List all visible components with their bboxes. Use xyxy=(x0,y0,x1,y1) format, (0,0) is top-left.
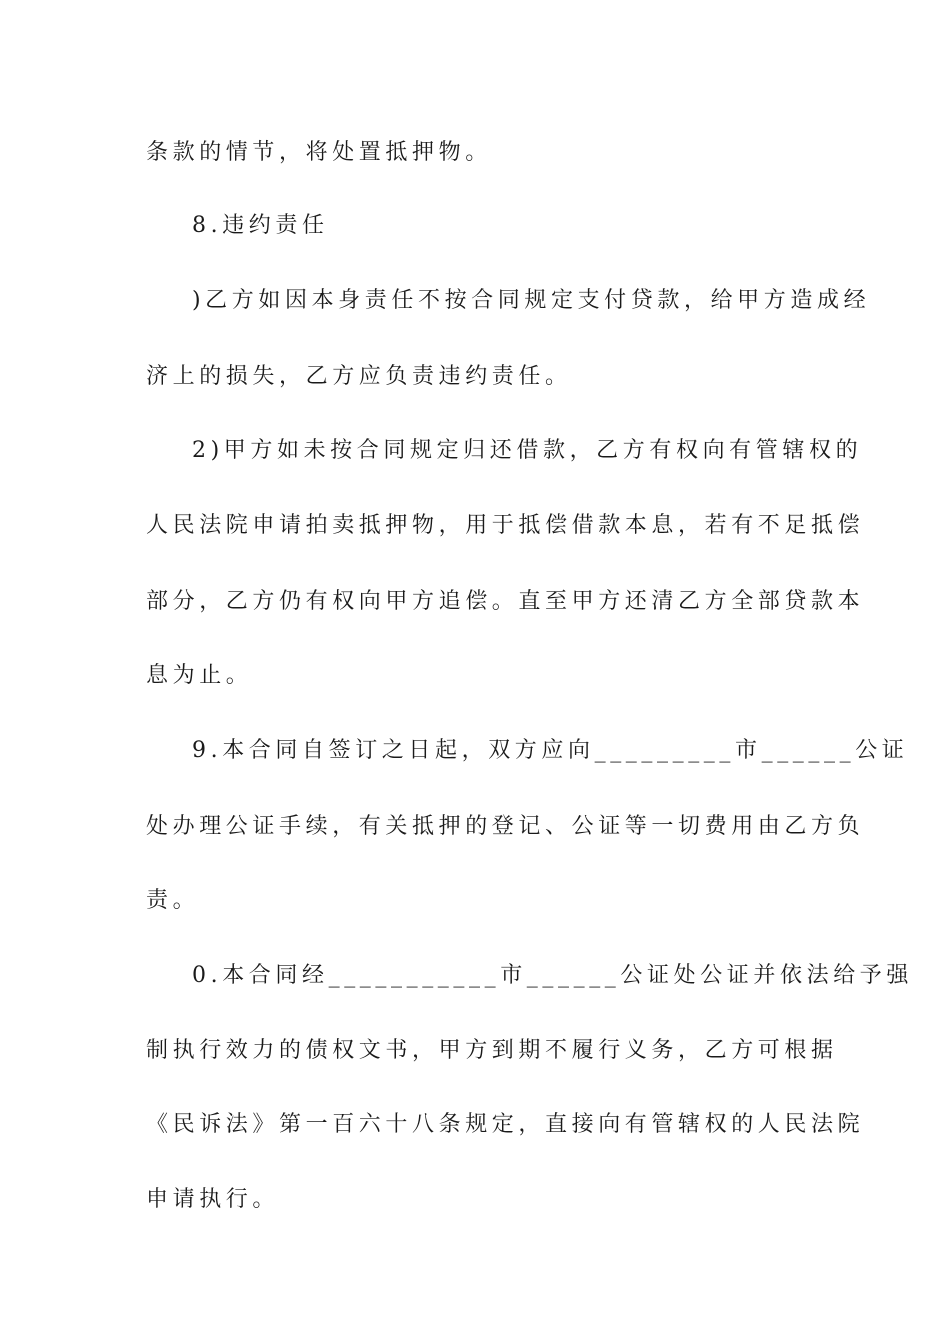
paragraph-line: )乙方如因本身责任不按合同规定支付贷款，给甲方造成经 xyxy=(192,288,871,313)
paragraph-line: 9.本合同自签订之日起，双方应向_________市______公证 xyxy=(192,738,909,763)
paragraph-line: 2)甲方如未按合同规定归还借款，乙方有权向有管辖权的 xyxy=(192,438,863,463)
paragraph-line: 部分，乙方仍有权向甲方追偿。直至甲方还清乙方全部贷款本 xyxy=(146,589,865,614)
paragraph-line: 责。 xyxy=(146,888,200,913)
paragraph-line: 0.本合同经___________市______公证处公证并依法给予强 xyxy=(192,963,913,988)
paragraph-line: 处办理公证手续，有关抵押的登记、公证等一切费用由乙方负 xyxy=(146,814,865,839)
paragraph-line: 息为止。 xyxy=(146,663,253,688)
paragraph-line: 《民诉法》第一百六十八条规定，直接向有管辖权的人民法院 xyxy=(146,1112,865,1137)
paragraph-line: 条款的情节，将处置抵押物。 xyxy=(146,140,492,165)
paragraph-line: 济上的损失，乙方应负责违约责任。 xyxy=(146,364,572,389)
paragraph-line: 制执行效力的债权文书，甲方到期不履行义务，乙方可根据 xyxy=(146,1038,838,1063)
section-heading: 8.违约责任 xyxy=(192,213,329,238)
paragraph-line: 申请执行。 xyxy=(146,1187,280,1212)
paragraph-line: 人民法院申请拍卖抵押物，用于抵偿借款本息，若有不足抵偿 xyxy=(146,513,865,538)
